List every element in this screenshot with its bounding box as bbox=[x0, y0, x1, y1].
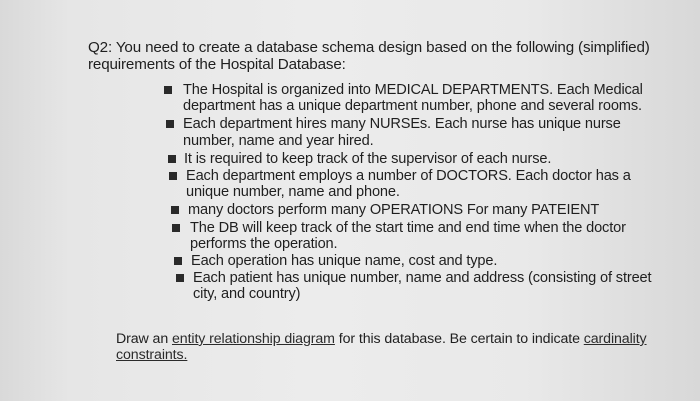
requirement-text: unique number, name and phone. bbox=[186, 184, 400, 201]
question-heading bbox=[88, 40, 678, 73]
square-bullet-icon bbox=[174, 257, 182, 265]
instruction-line-1 bbox=[116, 331, 676, 347]
requirements-list bbox=[0, 82, 700, 303]
square-bullet-icon bbox=[176, 274, 184, 282]
instruction-middle: for this database. Be certain to indicate bbox=[334, 331, 584, 347]
constraints-link[interactable]: constraints. bbox=[116, 347, 188, 363]
requirement-item bbox=[0, 116, 700, 148]
requirement-item bbox=[0, 168, 700, 200]
requirement-item bbox=[0, 220, 700, 252]
instruction-prefix: Draw an bbox=[116, 331, 172, 347]
requirement-text: city, and country) bbox=[193, 286, 301, 303]
requirement-text: Each patient has unique number, name and address (consisting of street bbox=[193, 270, 652, 287]
requirement-item bbox=[0, 151, 700, 167]
requirement-text: Each operation has unique name, cost and type. bbox=[191, 253, 498, 270]
requirement-text: number, name and year hired. bbox=[183, 132, 374, 149]
question-title-line-2: requirements of the Hospital Database: bbox=[88, 55, 346, 73]
square-bullet-icon bbox=[166, 120, 174, 128]
requirement-text: many doctors perform many OPERATIONS For many PATEIENT bbox=[188, 202, 600, 219]
requirement-text: Each department employs a number of DOCTORS. Each doctor has a bbox=[186, 168, 631, 185]
requirement-item bbox=[0, 82, 700, 114]
square-bullet-icon bbox=[164, 86, 172, 94]
requirement-text: performs the operation. bbox=[190, 235, 338, 252]
requirement-text: It is required to keep track of the supervisor of each nurse. bbox=[184, 150, 552, 167]
square-bullet-icon bbox=[169, 172, 177, 180]
instruction-line-2 bbox=[116, 347, 676, 363]
square-bullet-icon bbox=[168, 155, 176, 163]
instruction-paragraph bbox=[116, 331, 676, 363]
requirement-item bbox=[0, 253, 700, 269]
requirement-text: The Hospital is organized into MEDICAL DEPARTMENTS. Each Medical bbox=[183, 82, 643, 98]
requirement-item bbox=[0, 270, 700, 302]
entity-relationship-diagram-link[interactable]: entity relationship diagram bbox=[171, 331, 335, 347]
requirement-item bbox=[0, 202, 700, 218]
requirement-text: department has a unique department number, phone and several rooms. bbox=[183, 98, 642, 115]
square-bullet-icon bbox=[172, 224, 180, 232]
requirement-text: Each department hires many NURSEs. Each nurse has unique nurse bbox=[183, 116, 621, 133]
square-bullet-icon bbox=[171, 206, 179, 214]
question-title-line-1: Q2: You need to create a database schema design based on the following (simplified) bbox=[88, 39, 650, 56]
cardinality-link[interactable]: cardinality bbox=[583, 331, 647, 347]
requirement-text: The DB will keep track of the start time and end time when the doctor bbox=[190, 219, 626, 236]
